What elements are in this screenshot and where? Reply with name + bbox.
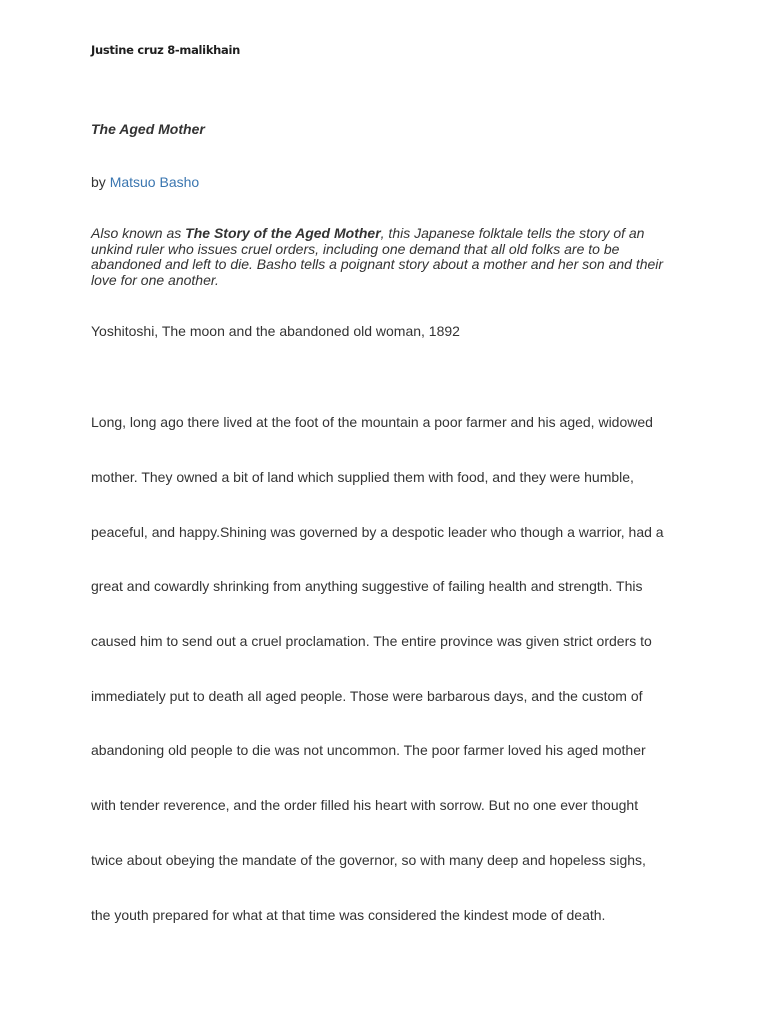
intro-rest: , this Japanese folktale tells the story of an unkind ruler who issues cruel orders, including one demand that all old folks are to be abandoned and left to die. Basho tells a poignant story about a mother and her son and their love for one another.	[91, 225, 664, 288]
story-line: Long, long ago there lived at the foot of the mountain a poor farmer and his aged, widowed	[91, 414, 653, 430]
author-header: Justine cruz 8-malikhain	[91, 43, 241, 57]
image-caption: Yoshitoshi, The moon and the abandoned old woman, 1892	[91, 323, 460, 339]
story-line: the youth prepared for what at that time was considered the kindest mode of death.	[91, 907, 606, 923]
intro-lead: Also known as	[91, 225, 186, 241]
story-line: peaceful, and happy.Shining was governed by a despotic leader who though a warrior, had a	[91, 524, 664, 540]
story-line: great and cowardly shrinking from anything suggestive of failing health and strength. This	[91, 578, 643, 594]
author-link[interactable]: Matsuo Basho	[109, 174, 200, 190]
story-line: abandoning old people to die was not uncommon. The poor farmer loved his aged mother	[91, 742, 646, 758]
intro-paragraph	[91, 226, 681, 288]
byline	[91, 174, 199, 190]
byline-prefix: by	[91, 174, 110, 190]
story-line: immediately put to death all aged people. Those were barbarous days, and the custom of	[91, 688, 643, 704]
story-title: The Aged Mother	[91, 121, 205, 137]
intro-alt-title: The Story of the Aged Mother	[185, 225, 381, 241]
story-line: mother. They owned a bit of land which supplied them with food, and they were humble,	[91, 469, 634, 485]
story-line: twice about obeying the mandate of the governor, so with many deep and hopeless sighs,	[91, 852, 646, 868]
story-line: with tender reverence, and the order filled his heart with sorrow. But no one ever thought	[91, 797, 639, 813]
story-line: caused him to send out a cruel proclamation. The entire province was given strict orders to	[91, 633, 652, 649]
